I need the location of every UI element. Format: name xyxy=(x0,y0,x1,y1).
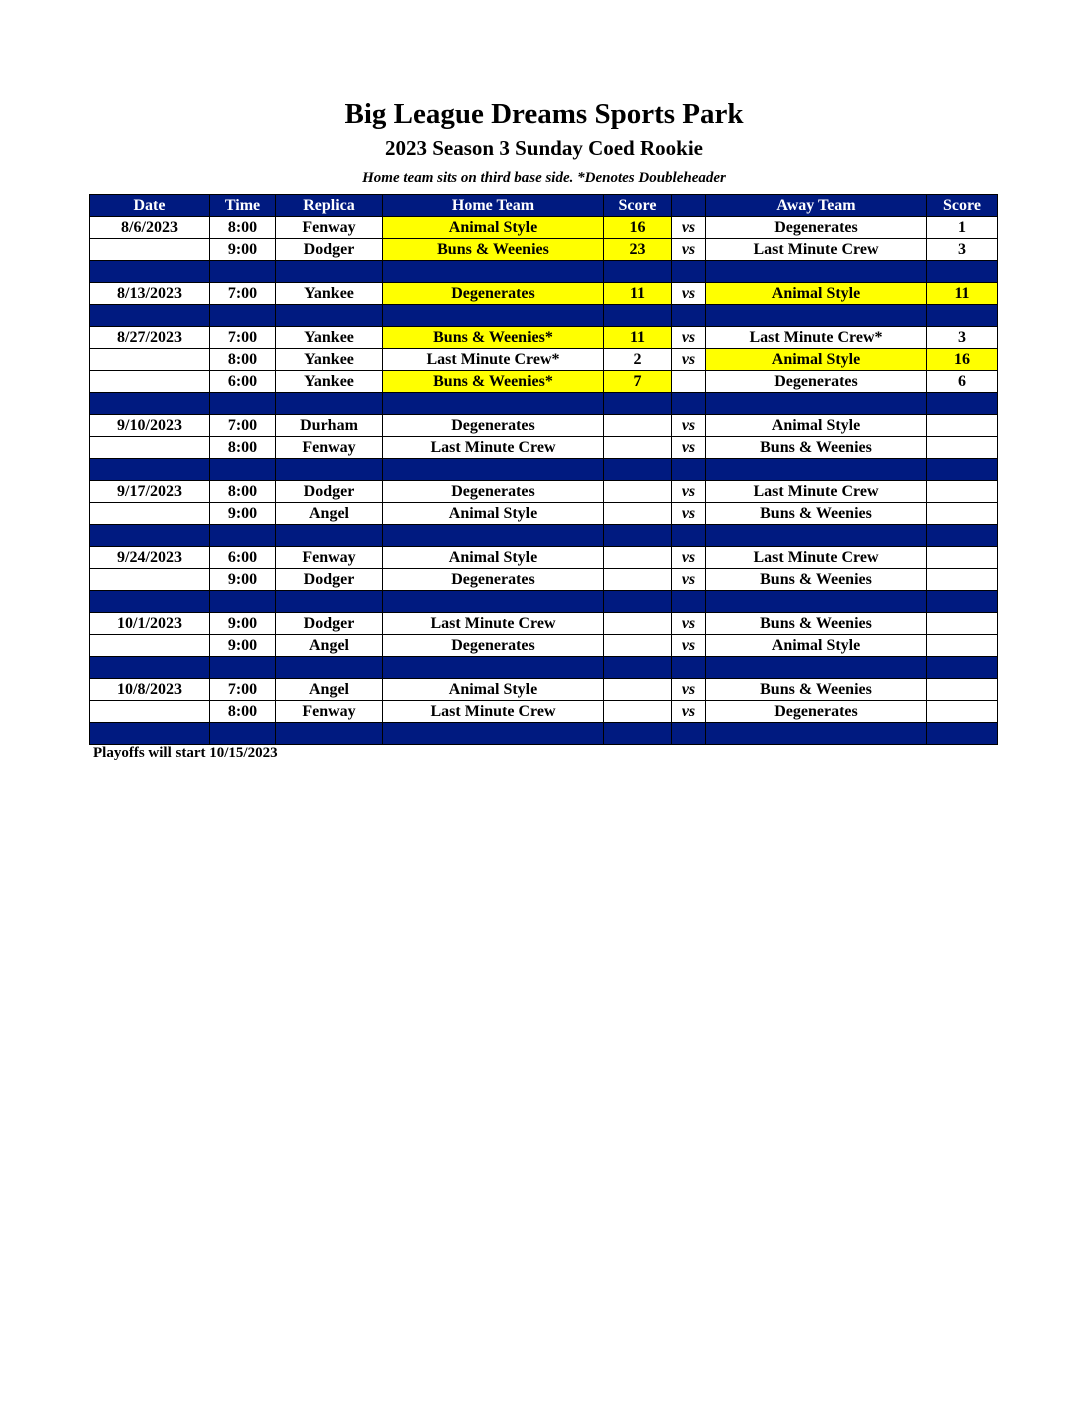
schedule-table xyxy=(89,194,998,745)
vs-cell: vs xyxy=(672,635,706,657)
time-cell: 8:00 xyxy=(210,349,276,371)
spacer-cell xyxy=(672,393,706,415)
spacer-cell xyxy=(672,459,706,481)
vs-cell: vs xyxy=(672,481,706,503)
home-team-cell: Last Minute Crew* xyxy=(383,349,604,371)
spacer-cell xyxy=(276,393,383,415)
spacer-cell xyxy=(672,525,706,547)
spacer-cell xyxy=(276,305,383,327)
table-row xyxy=(90,701,998,723)
table-row xyxy=(90,327,998,349)
spacer-cell xyxy=(927,723,998,745)
time-cell: 9:00 xyxy=(210,239,276,261)
home-score-cell: 11 xyxy=(604,327,672,349)
home-score-cell xyxy=(604,613,672,635)
time-cell: 6:00 xyxy=(210,547,276,569)
date-cell xyxy=(90,635,210,657)
replica-cell: Yankee xyxy=(276,283,383,305)
time-cell: 8:00 xyxy=(210,217,276,239)
spacer-cell xyxy=(90,393,210,415)
vs-cell: vs xyxy=(672,437,706,459)
spacer-cell xyxy=(604,459,672,481)
spacer-cell xyxy=(276,459,383,481)
spacer-cell xyxy=(90,657,210,679)
spacer-cell xyxy=(276,723,383,745)
home-team-cell: Animal Style xyxy=(383,547,604,569)
away-score-cell: 16 xyxy=(927,349,998,371)
away-team-cell: Degenerates xyxy=(706,217,927,239)
spacer-cell xyxy=(210,261,276,283)
spacer-cell xyxy=(927,657,998,679)
spacer-cell xyxy=(276,591,383,613)
vs-cell xyxy=(672,371,706,393)
spacer-cell xyxy=(210,393,276,415)
away-team-cell: Degenerates xyxy=(706,371,927,393)
home-score-cell xyxy=(604,437,672,459)
home-team-cell: Degenerates xyxy=(383,283,604,305)
spacer-cell xyxy=(927,393,998,415)
time-cell: 7:00 xyxy=(210,679,276,701)
spacer-cell xyxy=(706,723,927,745)
away-score-cell xyxy=(927,503,998,525)
away-team-cell: Buns & Weenies xyxy=(706,437,927,459)
column-header-away-score: Score xyxy=(927,195,998,217)
time-cell: 9:00 xyxy=(210,503,276,525)
home-score-cell: 7 xyxy=(604,371,672,393)
spacer-cell xyxy=(383,525,604,547)
date-cell: 9/10/2023 xyxy=(90,415,210,437)
away-score-cell: 11 xyxy=(927,283,998,305)
home-team-cell: Degenerates xyxy=(383,481,604,503)
home-team-cell: Animal Style xyxy=(383,679,604,701)
column-header-home-team: Home Team xyxy=(383,195,604,217)
table-row xyxy=(90,283,998,305)
spacer-cell xyxy=(927,591,998,613)
home-team-cell: Degenerates xyxy=(383,415,604,437)
vs-cell: vs xyxy=(672,569,706,591)
column-header-time: Time xyxy=(210,195,276,217)
spacer-cell xyxy=(672,657,706,679)
time-cell: 8:00 xyxy=(210,481,276,503)
time-cell: 7:00 xyxy=(210,415,276,437)
away-team-cell: Degenerates xyxy=(706,701,927,723)
spacer-cell xyxy=(604,525,672,547)
page-subtitle: 2023 Season 3 Sunday Coed Rookie xyxy=(385,136,703,160)
away-score-cell: 3 xyxy=(927,327,998,349)
spacer-cell xyxy=(706,525,927,547)
table-row xyxy=(90,481,998,503)
home-team-cell: Degenerates xyxy=(383,635,604,657)
away-team-cell: Animal Style xyxy=(706,635,927,657)
away-score-cell xyxy=(927,547,998,569)
home-score-cell xyxy=(604,679,672,701)
spacer-cell xyxy=(276,261,383,283)
spacer-row xyxy=(90,591,998,613)
table-row xyxy=(90,635,998,657)
spacer-row xyxy=(90,459,998,481)
column-header-away-team: Away Team xyxy=(706,195,927,217)
spacer-cell xyxy=(90,723,210,745)
home-team-cell: Degenerates xyxy=(383,569,604,591)
vs-cell: vs xyxy=(672,503,706,525)
home-team-cell: Last Minute Crew xyxy=(383,701,604,723)
table-row xyxy=(90,349,998,371)
date-cell xyxy=(90,239,210,261)
spacer-cell xyxy=(927,261,998,283)
away-team-cell: Last Minute Crew xyxy=(706,239,927,261)
vs-cell: vs xyxy=(672,327,706,349)
spacer-cell xyxy=(706,459,927,481)
vs-cell: vs xyxy=(672,415,706,437)
table-row xyxy=(90,613,998,635)
vs-cell: vs xyxy=(672,701,706,723)
date-cell: 9/17/2023 xyxy=(90,481,210,503)
spacer-row xyxy=(90,393,998,415)
spacer-cell xyxy=(706,591,927,613)
home-team-cell: Buns & Weenies xyxy=(383,239,604,261)
table-row xyxy=(90,503,998,525)
spacer-cell xyxy=(672,305,706,327)
date-cell xyxy=(90,437,210,459)
spacer-row xyxy=(90,657,998,679)
home-score-cell: 2 xyxy=(604,349,672,371)
vs-cell: vs xyxy=(672,349,706,371)
time-cell: 7:00 xyxy=(210,327,276,349)
home-score-cell xyxy=(604,503,672,525)
date-cell: 8/6/2023 xyxy=(90,217,210,239)
replica-cell: Dodger xyxy=(276,613,383,635)
table-row xyxy=(90,239,998,261)
vs-cell: vs xyxy=(672,547,706,569)
table-row xyxy=(90,547,998,569)
spacer-cell xyxy=(383,657,604,679)
away-team-cell: Animal Style xyxy=(706,283,927,305)
vs-cell: vs xyxy=(672,679,706,701)
home-score-cell xyxy=(604,569,672,591)
date-cell: 10/1/2023 xyxy=(90,613,210,635)
away-score-cell: 6 xyxy=(927,371,998,393)
away-score-cell xyxy=(927,635,998,657)
vs-cell: vs xyxy=(672,283,706,305)
spacer-cell xyxy=(706,305,927,327)
date-cell xyxy=(90,503,210,525)
schedule-body xyxy=(90,217,998,745)
home-score-cell xyxy=(604,635,672,657)
away-score-cell xyxy=(927,437,998,459)
spacer-cell xyxy=(383,261,604,283)
spacer-cell xyxy=(672,261,706,283)
spacer-cell xyxy=(90,305,210,327)
replica-cell: Dodger xyxy=(276,569,383,591)
home-team-cell: Animal Style xyxy=(383,503,604,525)
date-cell xyxy=(90,371,210,393)
spacer-cell xyxy=(90,261,210,283)
replica-cell: Angel xyxy=(276,679,383,701)
replica-cell: Angel xyxy=(276,503,383,525)
spacer-cell xyxy=(604,657,672,679)
replica-cell: Fenway xyxy=(276,217,383,239)
schedule-note: Home team sits on third base side. *Denotes Doubleheader xyxy=(362,170,726,186)
spacer-cell xyxy=(383,305,604,327)
away-score-cell xyxy=(927,679,998,701)
spacer-cell xyxy=(927,525,998,547)
home-team-cell: Last Minute Crew xyxy=(383,613,604,635)
spacer-cell xyxy=(672,591,706,613)
home-score-cell xyxy=(604,415,672,437)
replica-cell: Dodger xyxy=(276,481,383,503)
date-cell: 10/8/2023 xyxy=(90,679,210,701)
spacer-cell xyxy=(706,657,927,679)
spacer-cell xyxy=(706,261,927,283)
table-row xyxy=(90,569,998,591)
home-team-cell: Buns & Weenies* xyxy=(383,327,604,349)
spacer-cell xyxy=(383,459,604,481)
date-cell: 9/24/2023 xyxy=(90,547,210,569)
time-cell: 9:00 xyxy=(210,613,276,635)
away-score-cell xyxy=(927,481,998,503)
replica-cell: Yankee xyxy=(276,371,383,393)
spacer-cell xyxy=(927,459,998,481)
spacer-cell xyxy=(90,525,210,547)
spacer-cell xyxy=(210,525,276,547)
date-cell: 8/13/2023 xyxy=(90,283,210,305)
spacer-row xyxy=(90,525,998,547)
spacer-cell xyxy=(672,723,706,745)
table-row xyxy=(90,415,998,437)
table-row xyxy=(90,371,998,393)
away-team-cell: Last Minute Crew* xyxy=(706,327,927,349)
away-team-cell: Animal Style xyxy=(706,415,927,437)
replica-cell: Dodger xyxy=(276,239,383,261)
away-score-cell xyxy=(927,415,998,437)
away-team-cell: Last Minute Crew xyxy=(706,547,927,569)
date-cell xyxy=(90,569,210,591)
away-team-cell: Buns & Weenies xyxy=(706,503,927,525)
spacer-cell xyxy=(276,525,383,547)
away-team-cell: Buns & Weenies xyxy=(706,569,927,591)
spacer-cell xyxy=(604,261,672,283)
time-cell: 8:00 xyxy=(210,437,276,459)
spacer-cell xyxy=(604,723,672,745)
away-score-cell: 1 xyxy=(927,217,998,239)
spacer-cell xyxy=(210,657,276,679)
replica-cell: Yankee xyxy=(276,349,383,371)
table-header-row xyxy=(90,195,998,217)
spacer-cell xyxy=(210,591,276,613)
column-header-replica: Replica xyxy=(276,195,383,217)
away-team-cell: Buns & Weenies xyxy=(706,613,927,635)
home-score-cell xyxy=(604,481,672,503)
table-row xyxy=(90,437,998,459)
spacer-cell xyxy=(383,591,604,613)
replica-cell: Fenway xyxy=(276,547,383,569)
home-team-cell: Animal Style xyxy=(383,217,604,239)
away-score-cell xyxy=(927,701,998,723)
spacer-cell xyxy=(90,459,210,481)
away-score-cell: 3 xyxy=(927,239,998,261)
date-cell: 8/27/2023 xyxy=(90,327,210,349)
table-row xyxy=(90,679,998,701)
table-row xyxy=(90,217,998,239)
date-cell xyxy=(90,701,210,723)
time-cell: 9:00 xyxy=(210,569,276,591)
spacer-cell xyxy=(210,305,276,327)
spacer-cell xyxy=(706,393,927,415)
time-cell: 8:00 xyxy=(210,701,276,723)
spacer-row xyxy=(90,723,998,745)
vs-cell: vs xyxy=(672,239,706,261)
replica-cell: Fenway xyxy=(276,701,383,723)
spacer-cell xyxy=(90,591,210,613)
replica-cell: Durham xyxy=(276,415,383,437)
home-team-cell: Last Minute Crew xyxy=(383,437,604,459)
spacer-cell xyxy=(927,305,998,327)
spacer-row xyxy=(90,305,998,327)
spacer-cell xyxy=(604,305,672,327)
home-score-cell: 11 xyxy=(604,283,672,305)
home-score-cell xyxy=(604,547,672,569)
away-score-cell xyxy=(927,569,998,591)
column-header-home-score: Score xyxy=(604,195,672,217)
replica-cell: Angel xyxy=(276,635,383,657)
replica-cell: Fenway xyxy=(276,437,383,459)
column-header-vs xyxy=(672,195,706,217)
time-cell: 6:00 xyxy=(210,371,276,393)
vs-cell: vs xyxy=(672,613,706,635)
away-team-cell: Last Minute Crew xyxy=(706,481,927,503)
home-score-cell xyxy=(604,701,672,723)
away-team-cell: Buns & Weenies xyxy=(706,679,927,701)
spacer-cell xyxy=(383,723,604,745)
column-header-date: Date xyxy=(90,195,210,217)
vs-cell: vs xyxy=(672,217,706,239)
spacer-cell xyxy=(604,591,672,613)
date-cell xyxy=(90,349,210,371)
spacer-cell xyxy=(210,723,276,745)
spacer-cell xyxy=(383,393,604,415)
spacer-cell xyxy=(276,657,383,679)
replica-cell: Yankee xyxy=(276,327,383,349)
home-team-cell: Buns & Weenies* xyxy=(383,371,604,393)
time-cell: 9:00 xyxy=(210,635,276,657)
away-team-cell: Animal Style xyxy=(706,349,927,371)
home-score-cell: 16 xyxy=(604,217,672,239)
spacer-cell xyxy=(604,393,672,415)
time-cell: 7:00 xyxy=(210,283,276,305)
away-score-cell xyxy=(927,613,998,635)
home-score-cell: 23 xyxy=(604,239,672,261)
page-title: Big League Dreams Sports Park xyxy=(344,98,744,130)
playoffs-note: Playoffs will start 10/15/2023 xyxy=(93,745,278,761)
spacer-row xyxy=(90,261,998,283)
spacer-cell xyxy=(210,459,276,481)
